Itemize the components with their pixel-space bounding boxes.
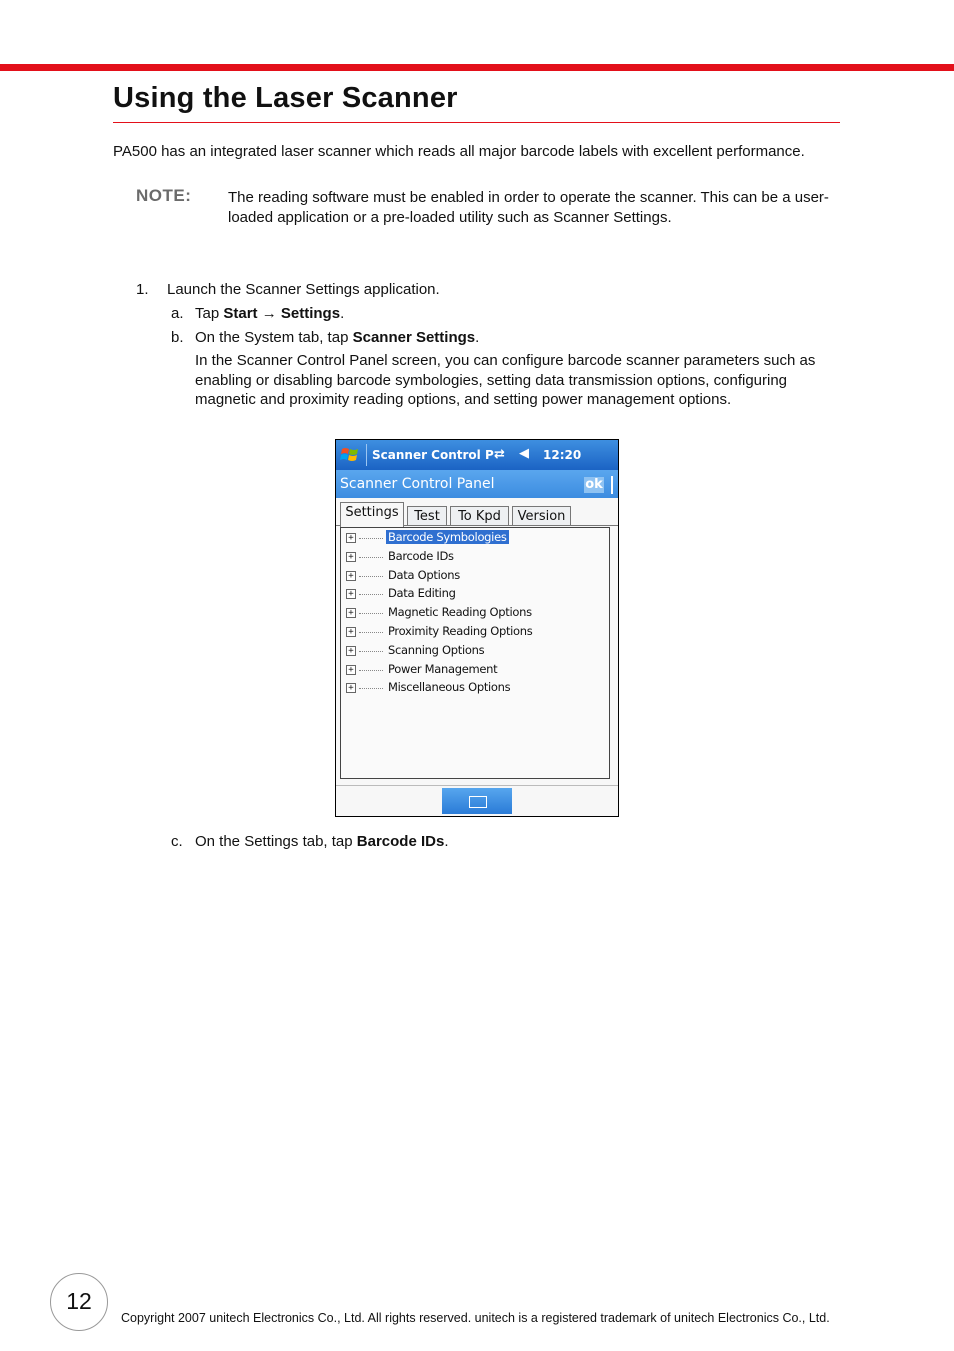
substep-c-text: On the Settings tab, tap Barcode IDs.: [195, 833, 449, 850]
substep-a-letter: a.: [171, 305, 184, 322]
tab-test[interactable]: Test: [407, 506, 447, 526]
tree-item-label: Power Management: [388, 662, 498, 676]
expand-icon[interactable]: +: [346, 646, 356, 656]
status-app-title: Scanner Control P: [372, 448, 494, 462]
expand-icon[interactable]: +: [346, 552, 356, 562]
header-red-bar: [0, 64, 954, 71]
windows-start-icon[interactable]: [340, 445, 360, 465]
scanner-control-panel-screenshot: [335, 439, 619, 817]
tree-item-power-management[interactable]: [341, 661, 609, 679]
substep-a-text: Tap Start → Settings.: [195, 305, 345, 322]
intro-paragraph: PA500 has an integrated laser scanner which reads all major barcode labels with excellent performance.: [113, 143, 805, 160]
expand-icon[interactable]: +: [346, 665, 356, 675]
tab-version[interactable]: Version: [512, 506, 571, 526]
keyboard-button[interactable]: [442, 788, 512, 814]
clock[interactable]: 12:20: [543, 448, 582, 462]
expand-icon[interactable]: +: [346, 608, 356, 618]
tree-item-label: Barcode IDs: [388, 549, 454, 563]
tree-item-label: Scanning Options: [388, 643, 485, 657]
settings-label: Settings: [280, 305, 341, 322]
keyboard-icon: [469, 796, 487, 808]
expand-icon[interactable]: +: [346, 627, 356, 637]
tree-item-scanning-options[interactable]: [341, 642, 609, 660]
tree-item-label: Barcode Symbologies: [388, 530, 507, 544]
expand-icon[interactable]: +: [346, 533, 356, 543]
substep-b-description: In the Scanner Control Panel screen, you can configure barcode scanner parameters such as enabling or disabling barcode symbologies, setting data transmission options, configuring magnetic and proximity reading options, and setting power management options.: [195, 352, 816, 408]
tree-item-barcode-symbologies[interactable]: [341, 529, 609, 547]
substep-b-letter: b.: [171, 329, 184, 346]
tree-item-magnetic-reading-options[interactable]: [341, 604, 609, 622]
tree-item-data-options[interactable]: [341, 567, 609, 585]
tab-settings[interactable]: Settings: [340, 502, 404, 527]
app-title: Scanner Control Panel: [340, 476, 495, 492]
tab-strip: [336, 500, 618, 527]
start-label: Start: [223, 305, 258, 322]
expand-icon[interactable]: +: [346, 683, 356, 693]
tree-item-barcode-ids[interactable]: [341, 548, 609, 566]
expand-icon[interactable]: +: [346, 571, 356, 581]
substep-c-letter: c.: [171, 833, 183, 850]
barcode-ids-label: Barcode IDs: [356, 833, 445, 850]
page-number: 12: [66, 1288, 92, 1314]
tree-item-label: Magnetic Reading Options: [388, 605, 532, 619]
tree-item-label: Data Editing: [388, 586, 456, 600]
tree-item-label: Proximity Reading Options: [388, 624, 533, 638]
connectivity-icon[interactable]: ⇄: [494, 447, 505, 462]
tab-to-kpd[interactable]: To Kpd: [450, 506, 509, 526]
substep-b-text: On the System tab, tap Scanner Settings.: [195, 329, 480, 346]
arrow-icon: →: [257, 305, 281, 322]
tree-item-data-editing[interactable]: [341, 585, 609, 603]
tree-item-label: Miscellaneous Options: [388, 680, 511, 694]
volume-icon[interactable]: ◀: [519, 446, 529, 461]
status-separator: [366, 444, 367, 466]
step-1-text: Launch the Scanner Settings application.: [167, 281, 440, 298]
title-separator: [611, 476, 613, 494]
app-title-bar: [336, 470, 618, 498]
tree-item-proximity-reading-options[interactable]: [341, 623, 609, 641]
note-text: The reading software must be enabled in order to operate the scanner. This can be a user-loaded application or a pre-loaded utility such as Scanner Settings.: [228, 189, 829, 226]
scanner-settings-label: Scanner Settings: [352, 329, 476, 346]
soft-input-bar: [336, 785, 618, 817]
copyright-notice: Copyright 2007 unitech Electronics Co., Ltd. All rights reserved. unitech is a registered trademark of unitech Electronics Co., Ltd.: [121, 1311, 830, 1325]
tree-item-label: Data Options: [388, 568, 460, 582]
page-title: Using the Laser Scanner: [113, 82, 458, 114]
device-status-bar: [336, 440, 618, 470]
tree-item-miscellaneous-options[interactable]: [341, 679, 609, 697]
title-underline: [113, 122, 840, 123]
ok-button[interactable]: ok: [585, 477, 603, 492]
note-label: NOTE:: [136, 186, 192, 205]
step-1-number: 1.: [136, 281, 149, 298]
expand-icon[interactable]: +: [346, 589, 356, 599]
settings-tree: [340, 527, 610, 779]
